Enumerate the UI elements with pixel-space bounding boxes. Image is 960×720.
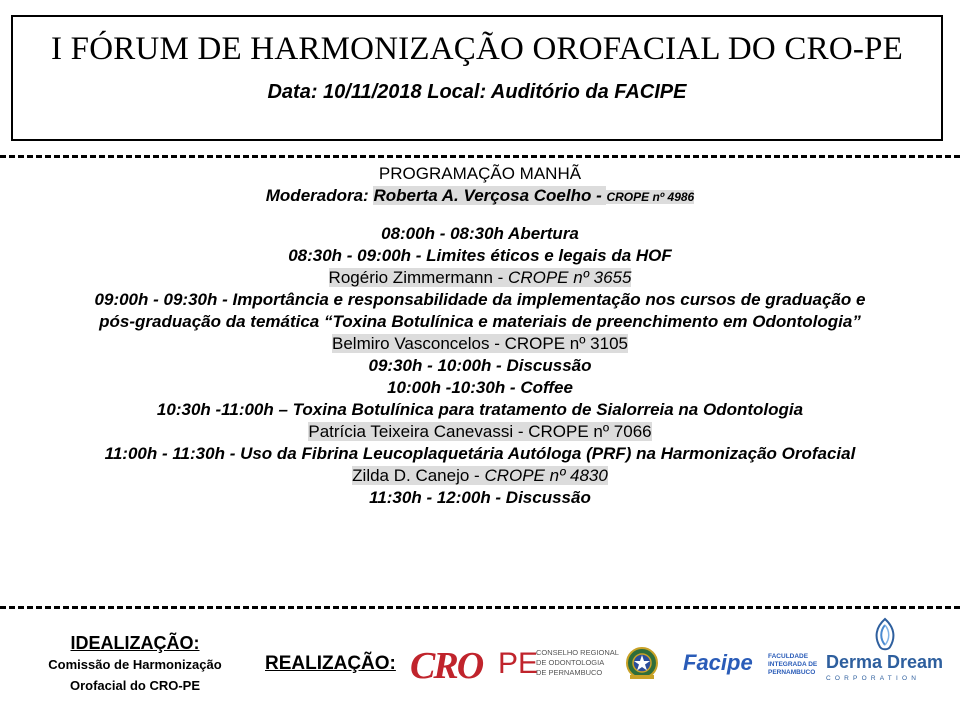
speaker-name: Belmiro Vasconcelos - bbox=[332, 334, 505, 353]
coat-of-arms-icon bbox=[624, 645, 660, 681]
cro-logo-text bbox=[536, 648, 619, 678]
realizacao-label: REALIZAÇÃO: bbox=[265, 653, 396, 674]
cro-pe-logo bbox=[410, 644, 620, 686]
facipe-sub-line: PERNAMBUCO bbox=[768, 669, 816, 676]
derma-dream-subtitle: CORPORATION bbox=[826, 675, 921, 682]
event-title: I FÓRUM DE HARMONIZAÇÃO OROFACIAL DO CRO-PE bbox=[51, 31, 903, 67]
speaker-name: Rogério Zimmermann - bbox=[328, 268, 509, 287]
schedule-limites: 08:30h - 09:00h - Limites éticos e legais da HOF bbox=[288, 246, 672, 265]
program-section bbox=[0, 163, 960, 509]
cro-logo-mark: CRO bbox=[410, 645, 483, 687]
moderator-crope: CROPE nº 4986 bbox=[606, 190, 695, 204]
schedule-discussao-2: 11:30h - 12:00h - Discussão bbox=[369, 488, 591, 507]
idealizacao-block bbox=[10, 632, 260, 696]
cro-text-line: DE ODONTOLOGIA bbox=[536, 658, 605, 667]
speaker-crope: CROPE nº 3105 bbox=[504, 334, 628, 353]
moderator-name: Roberta A. Verçosa Coelho - bbox=[373, 186, 607, 205]
speaker-zimmermann bbox=[0, 267, 960, 289]
speaker-vasconcelos bbox=[0, 333, 960, 355]
speaker-crope: CROPE nº 7066 bbox=[528, 422, 652, 441]
schedule-importancia-1: 09:00h - 09:30h - Importância e responsabilidade da implementação nos cursos de graduação e bbox=[94, 290, 866, 309]
schedule-importancia-2: pós-graduação da temática “Toxina Botulínica e materiais de preenchimento em Odontologia” bbox=[99, 312, 861, 331]
cro-logo-pe: PE bbox=[498, 647, 539, 680]
program-heading: PROGRAMAÇÃO MANHÃ bbox=[378, 164, 582, 183]
schedule-discussao-1: 09:30h - 10:00h - Discussão bbox=[368, 356, 592, 375]
top-divider bbox=[0, 155, 960, 158]
schedule-fibrina: 11:00h - 11:30h - Uso da Fibrina Leucoplaquetária Autóloga (PRF) na Harmonização Orofacial bbox=[104, 444, 856, 463]
header-box bbox=[11, 15, 943, 141]
cro-text-line: CONSELHO REGIONAL bbox=[536, 648, 619, 657]
derma-dream-logo: Derma Dream bbox=[826, 652, 944, 672]
event-date-location: Data: 10/11/2018 Local: Auditório da FACIPE bbox=[267, 81, 687, 103]
facipe-sub-line: FACULDADE bbox=[768, 653, 809, 660]
facipe-logo: Facipe bbox=[683, 650, 753, 675]
speaker-name: Patrícia Teixeira Canevassi - bbox=[308, 422, 529, 441]
speaker-crope: CROPE nº 3655 bbox=[508, 268, 632, 287]
facipe-sub-line: INTEGRADA DE bbox=[768, 661, 818, 668]
facipe-subtitle bbox=[768, 653, 817, 677]
speaker-canejo bbox=[0, 465, 960, 487]
spacer bbox=[0, 207, 960, 223]
schedule-coffee: 10:00h -10:30h - Coffee bbox=[387, 378, 573, 397]
cro-text-line: DE PERNAMBUCO bbox=[536, 668, 603, 677]
moderator-label: Moderadora: bbox=[265, 186, 374, 205]
schedule-abertura: 08:00h - 08:30h Abertura bbox=[381, 224, 579, 243]
bottom-divider bbox=[0, 606, 960, 609]
moderator-line bbox=[0, 185, 960, 207]
schedule-toxina: 10:30h -11:00h – Toxina Botulínica para tratamento de Sialorreia na Odontologia bbox=[156, 400, 804, 419]
idealizacao-line-1: Comissão de Harmonização bbox=[48, 657, 222, 672]
speaker-canevassi bbox=[0, 421, 960, 443]
idealizacao-line-2: Orofacial do CRO-PE bbox=[69, 678, 201, 693]
speaker-crope: CROPE nº 4830 bbox=[484, 466, 608, 485]
idealizacao-label: IDEALIZAÇÃO: bbox=[70, 633, 200, 653]
speaker-name: Zilda D. Canejo - bbox=[352, 466, 485, 485]
derma-dream-icon bbox=[870, 617, 900, 653]
